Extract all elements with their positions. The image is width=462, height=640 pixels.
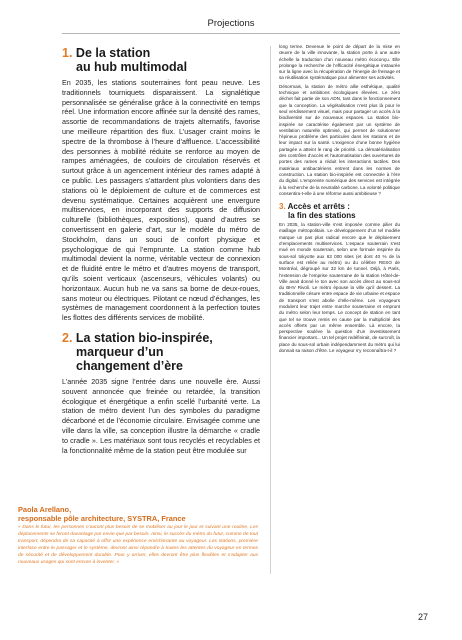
section-2-title-line2: marqueur d’un [76, 344, 164, 359]
section-1-title-line2: au hub multimodal [76, 60, 188, 74]
section-2-title [62, 331, 260, 373]
quote-text: « Dans le futur, les personnes n’auront plus besoin de se mobiliser au jour le jour et suivant une routine. Les déplacements se feront davantage par envie que par besoin. Ainsi, le succès du métro du futur, comme de tout transport, dépendra de sa capacité à offrir une expérience enrichissante au voyageur. Les stations, première interface entre le passager et le système, devront ainsi répondre à toutes les attentes du voyageur en termes de sécurité et de développement durable. Pour y arriver, elles devront être plus flexibles et s’adapter aux nouveaux usages qui sont encore à inventer. » [18, 525, 258, 565]
section-1-title-line1: De la station [75, 46, 151, 60]
pull-quote [18, 505, 258, 566]
page-number: 27 [418, 612, 429, 622]
section-2-title-line3: changement d’ère [76, 358, 183, 373]
section-3-title [279, 202, 400, 220]
section-2-number: 2. [62, 330, 73, 345]
section-2-title-line1: La station bio-inspirée, [75, 330, 213, 345]
right-paragraph-2: Désormais, la station de métro allie esthétique, qualité technique et ambitions écologiques élevées. Le zéro déchet fait partie de son ADN, tant dans le fonctionnement que la conception. La végétalisation n’est plus là pour le seul verdissement visuel, mais pour partager un accès à la biodiversité sur de nouveaux espaces. La station bio-inspirée se caractérise également par un système de ventilation naturelle optimisé, qui permet de solutionner l’épineux problème des particules dans les stations et de leur impact sur la santé. L’exigence d’une bonne hygiène partagée a atteint le rang de priorité. La dématérialisation des contrôles d’accès et l’automatisation des ouvertures de portes des rames a réduit les interactions tactiles. Des matériaux antibactériens entrent dans les normes de construction. La station bio-inspirée est connectée à l’ère du digital. L’empreinte numérique des services est intégrée à la recherche de la neutralité carbone. La volonté politique consentira-t-elle à une réforme aussi ambitieuse ? [279, 83, 400, 196]
section-3-number: 3. [279, 202, 286, 212]
column-divider [270, 46, 271, 574]
quote-author: Paola Arellano, [18, 505, 72, 514]
header-rule [62, 33, 400, 34]
section-3-title-line2: la fin des stations [288, 211, 356, 221]
section-1-number: 1. [62, 46, 73, 60]
quote-role: responsable pôle architecture, SYSTRA, France [18, 514, 186, 523]
right-column-body [279, 44, 400, 356]
right-paragraph-1: long terme. Devenue le point de départ de la mise en œuvre de la ville innovante, la station porte à une autre échelle la traduction d’un nouveau métro écoconçu. Elle prolonge la recherche de l’efficacité énergétique instaurée sur la ligne avec la récupération de l’énergie de freinage et sa réutilisation systématique pour alimenter ses activités. [279, 44, 400, 81]
section-1-title [62, 46, 260, 74]
left-column [62, 44, 260, 457]
running-header: Projections [207, 18, 255, 29]
section-3-title-line1: Accès et arrêts : [287, 202, 350, 212]
section-2-paragraph: L’année 2035 signe l’entrée dans une nouvelle ère. Aussi souvent annoncée que freinée ou retardée, la transition écologique et énergétique a enfin scellé l’urbanité verte. La station de métro devient l’un des symboles du paradigme décarboné et de l’économie circulaire. Envisagée comme une ville dans la ville, sa conception illustre la démarche « cradle to cradle ». Les matériaux sont tous recyclés et recyclables et la fonctionnalité même de la station peut être modulée sur [62, 376, 260, 455]
section-3-paragraph: En 2035, la station-ville s’est imposée comme pilier du maillage métropolitain. Le développement d’un tel modèle marque un pas plus radical encore que le déploiement d’emplacements multiservices. L’espace souterrain s’est mué en monde souterrain, selon une formule inspirée du sous-sol tokyoïte aux 63 000 sites (et dont 40 % de la surface est reliée au métro) ou du célèbre RESO de Montréal, dégroupé sur 32 km de tunnel. Déjà, à Paris, l’extension de l’emprise souterraine de la station Hôtel-de-Ville avait donné le ton avec son accès direct au sous-sol du BHV Rivoli. Le métro épouse la ville qu’il dessert. La traditionnelle césure entre espace de vie urbaine et espace de transport s’est abolie d’elle-même. Les voyageurs modulent leur trajet entre marche souterraine et emprunt du métro selon leur temps. Le concept de station en tant que tel se trouve remis en cause par la multiplicité des accès offerts par un même ensemble. Là encore, la perspective soulève la question d’un investissement financier important... Un tel projet redéfinirait, de surcroît, la place du sous-sol urbain indépendamment du métro qui lui donnait sa raison d’être. Le voyageur s’y reconnaîtra-t-il ? [279, 222, 400, 354]
section-1-paragraph: En 2035, les stations souterraines font peau neuve. Les traditionnels tourniquets disparaissent. La signalétique personnalisée se généralise grâce à la connectivité en temps réel. Une information encore affinée sur la densité des rames, assortie de recommandations de trajets alternatifs, favorise une meilleure répartition des flux. L’usager craint moins le spectre de la thrombose à l’heure d’affluence. L’accessibilité des personnes à mobilité réduite se renforce au moyen de rampes aménagées, de couloirs de circulation réservés et surtout grâce à un agencement intérieur des rames adapté à ce public. Les passagers s’attardent plus volontiers dans des stations où le déploiement de culture et de commerces est devenu systématique. Certaines acquièrent une envergure multiservices, en incorporant des supports de diffusion culturelle (bibliothèques, expositions), quand d’autres se convertissent en galerie d’art, sur le modèle du métro de Stockholm, dans un souci de confort physique et psychologique de qui l’emprunte. La station comme hub multimodal devient la norme, véritable vecteur de connexion et de fluidité entre le métro et d’autres moyens de transport, qu’ils soient verticaux (ascenseurs, véhicules volants) ou horizontaux. Aucun hub ne va sans sa borne de deux-roues, sans moteur ou électriques. Pilotant ce nœud d’échanges, les systèmes de management coordonnent à la perfection toutes les flottes des différents services de mobilité. [62, 78, 260, 323]
